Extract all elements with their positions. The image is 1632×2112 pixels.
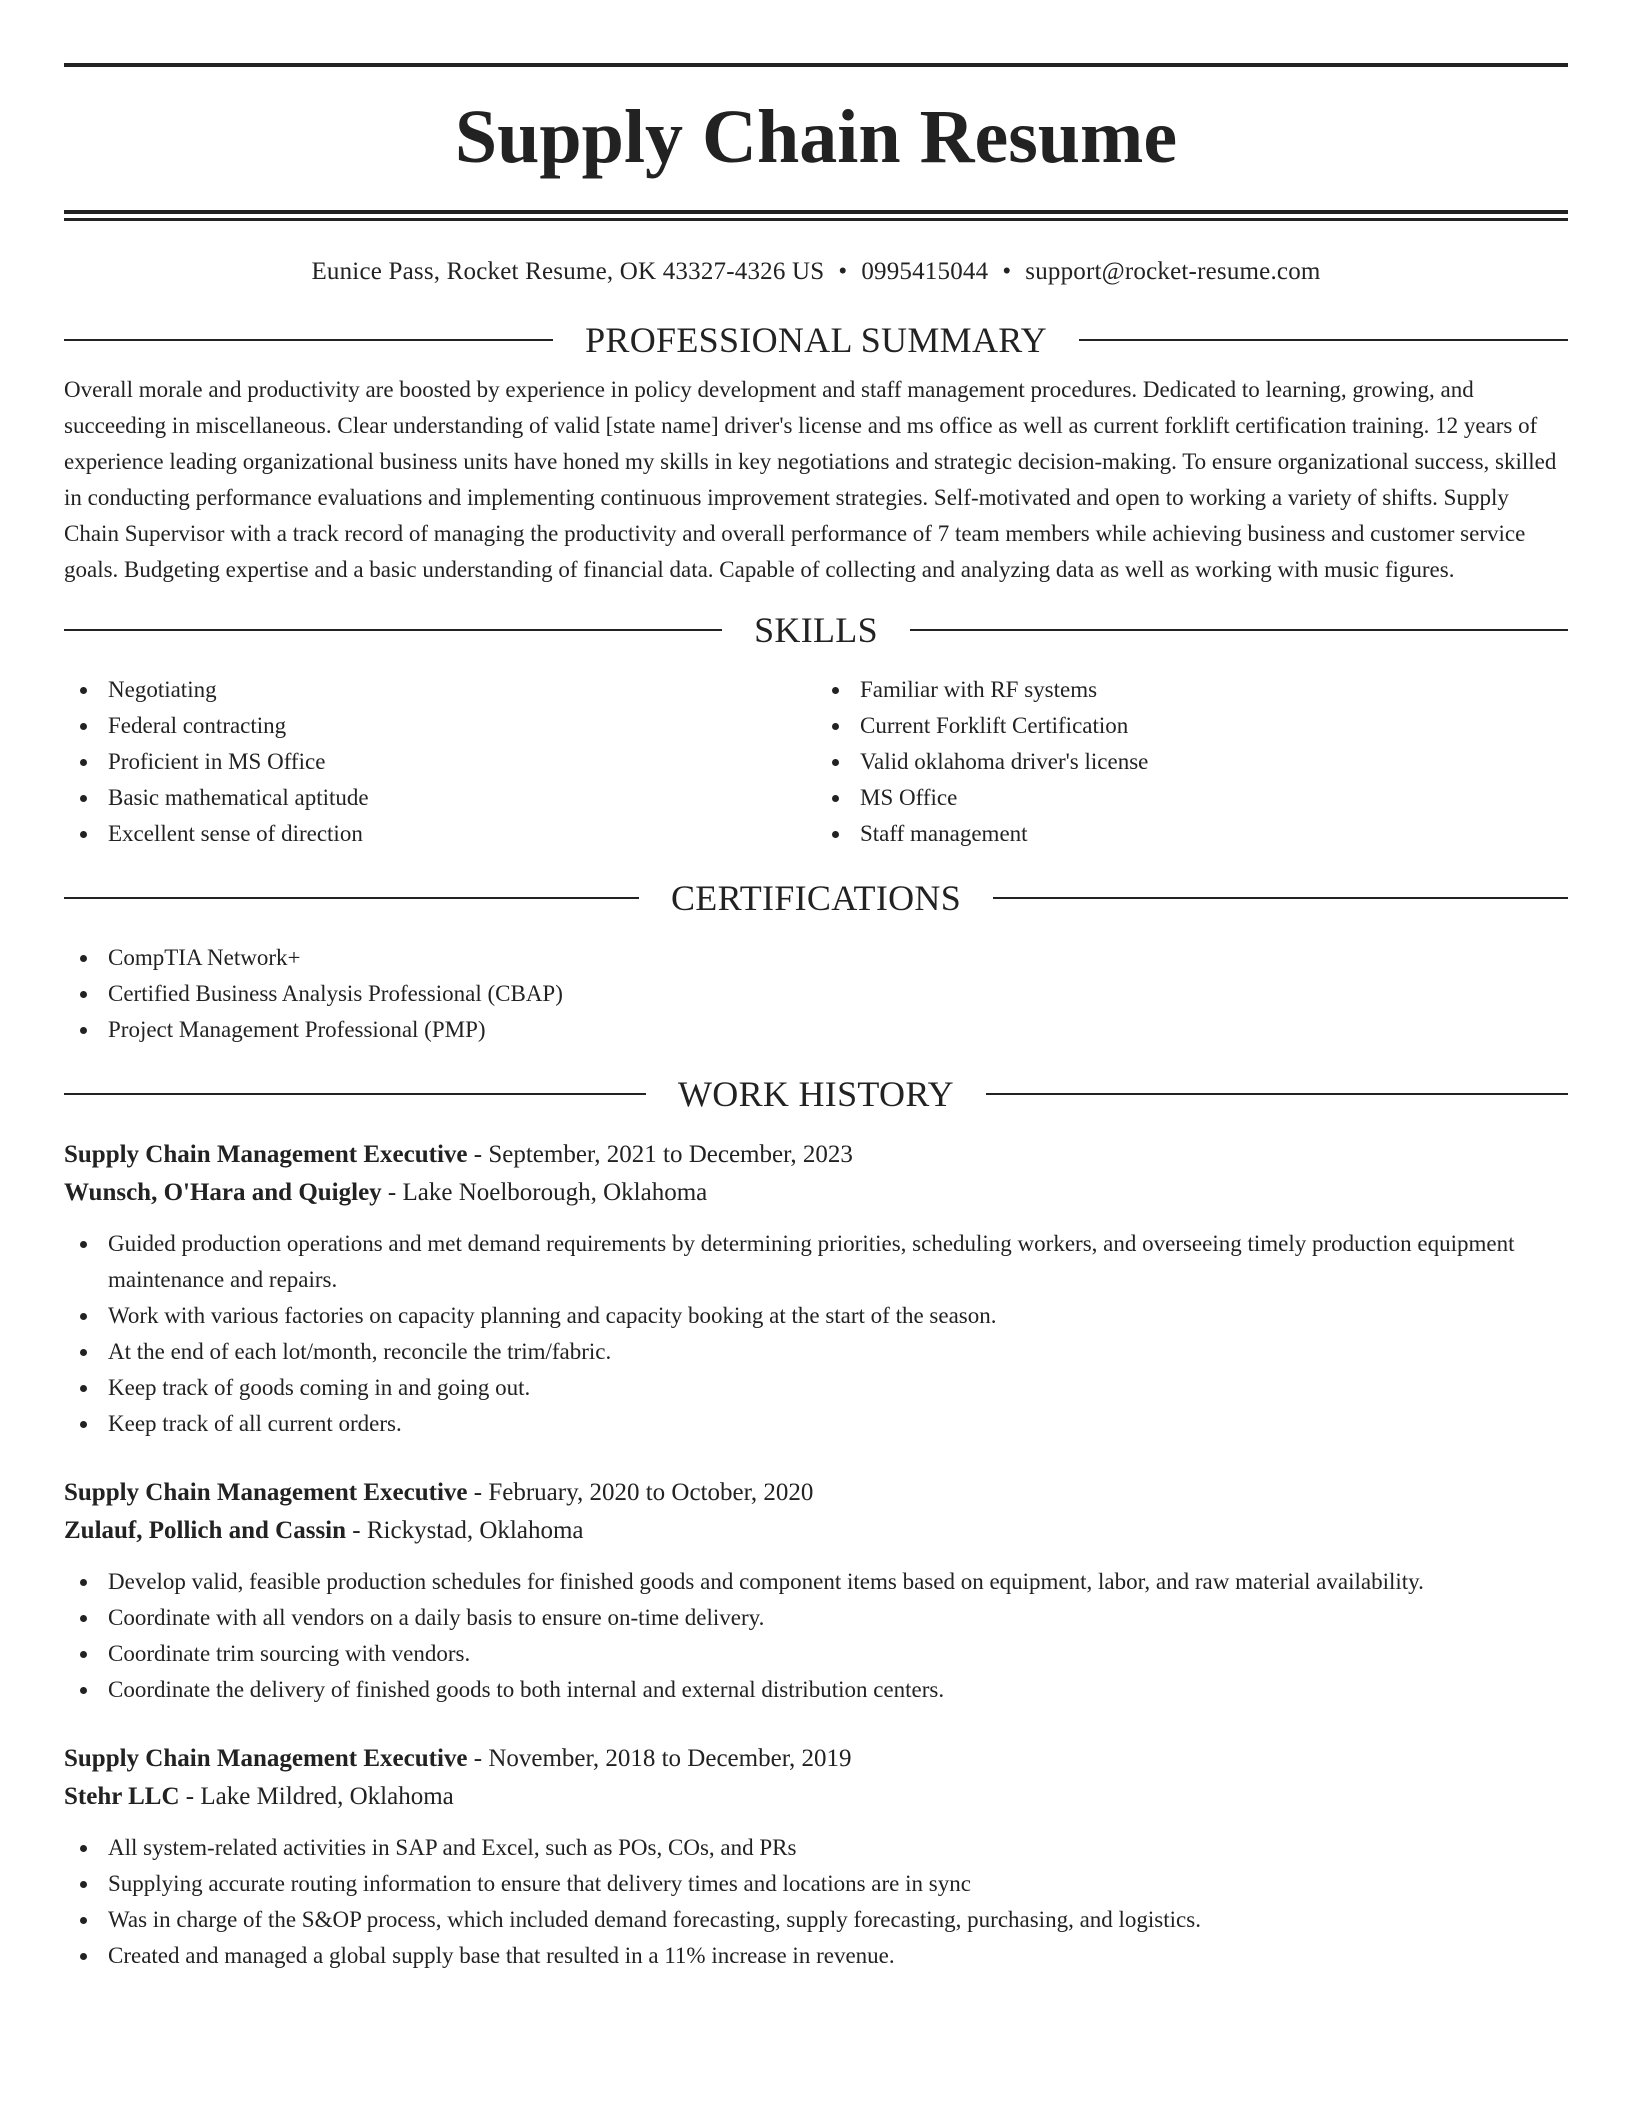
job-bullet: Coordinate with all vendors on a daily basis to ensure on-time delivery. <box>64 1600 1568 1636</box>
job-bullet: At the end of each lot/month, reconcile the trim/fabric. <box>64 1334 1568 1370</box>
skills-section-header <box>64 612 1568 648</box>
skills-list-left <box>64 672 816 852</box>
divider-line <box>64 339 553 341</box>
skill-item: Excellent sense of direction <box>64 816 816 852</box>
job-bullet: Guided production operations and met demand requirements by determining priorities, scheduling workers, and overseeing timely production equipment maintenance and repairs. <box>64 1226 1568 1298</box>
certifications-list <box>64 940 1568 1048</box>
contact-address: Eunice Pass, Rocket Resume, OK 43327-4326 US <box>311 258 825 285</box>
contact-separator: • <box>838 258 848 285</box>
contact-email: support@rocket-resume.com <box>1025 258 1321 285</box>
job-entry <box>64 1474 1568 1708</box>
job-company: Zulauf, Pollich and Cassin <box>64 1517 347 1544</box>
contact-phone: 0995415044 <box>861 258 989 285</box>
job-bullet-list <box>64 1830 1568 1974</box>
job-bullet: Coordinate trim sourcing with vendors. <box>64 1636 1568 1672</box>
divider-line <box>986 1093 1568 1095</box>
job-title: Supply Chain Management Executive <box>64 1745 468 1772</box>
certification-item: Project Management Professional (PMP) <box>64 1012 1568 1048</box>
summary-heading: PROFESSIONAL SUMMARY <box>585 320 1047 360</box>
skills-heading: SKILLS <box>754 610 878 650</box>
job-bullet: Keep track of goods coming in and going out. <box>64 1370 1568 1406</box>
job-title-line <box>64 1136 1568 1174</box>
contact-line <box>64 259 1568 284</box>
job-company: Stehr LLC <box>64 1783 180 1810</box>
certifications-heading: CERTIFICATIONS <box>670 878 962 918</box>
title-double-rule <box>64 210 1568 221</box>
skill-item: Proficient in MS Office <box>64 744 816 780</box>
divider-line <box>910 629 1568 631</box>
work-history-heading: WORK HISTORY <box>678 1074 954 1114</box>
work-history-section-header <box>64 1076 1568 1112</box>
job-entry <box>64 1740 1568 1974</box>
skill-item: Valid oklahoma driver's license <box>816 744 1568 780</box>
certification-item: Certified Business Analysis Professional (CBAP) <box>64 976 1568 1012</box>
job-title: Supply Chain Management Executive <box>64 1141 468 1168</box>
job-title: Supply Chain Management Executive <box>64 1479 468 1506</box>
job-company-line <box>64 1174 1568 1212</box>
divider-line <box>64 1093 646 1095</box>
skill-item: Current Forklift Certification <box>816 708 1568 744</box>
skill-item: Federal contracting <box>64 708 816 744</box>
job-bullet: Keep track of all current orders. <box>64 1406 1568 1442</box>
certification-item: CompTIA Network+ <box>64 940 1568 976</box>
certifications-section-header <box>64 880 1568 916</box>
job-company-line <box>64 1778 1568 1816</box>
divider-line <box>993 897 1568 899</box>
job-bullet: All system-related activities in SAP and Excel, such as POs, COs, and PRs <box>64 1830 1568 1866</box>
job-dates: - November, 2018 to December, 2019 <box>467 1745 852 1772</box>
job-bullet: Work with various factories on capacity planning and capacity booking at the start of the season. <box>64 1298 1568 1334</box>
job-title-line <box>64 1740 1568 1778</box>
job-company: Wunsch, O'Hara and Quigley <box>64 1179 382 1206</box>
job-bullet: Develop valid, feasible production schedules for finished goods and component items based on equipment, labor, and raw material availability. <box>64 1564 1568 1600</box>
skills-list-right <box>816 672 1568 852</box>
skill-item: Basic mathematical aptitude <box>64 780 816 816</box>
job-bullet: Was in charge of the S&OP process, which included demand forecasting, supply forecasting, purchasing, and logistics. <box>64 1902 1568 1938</box>
job-entry <box>64 1136 1568 1442</box>
summary-text: Overall morale and productivity are boosted by experience in policy development and staff management procedures. Dedicated to learning, growing, and succeeding in miscellaneous. Clear understanding of valid [state name] driver's license and ms office as well as current forklift certification training. 12 years of experience leading organizational business units have honed my skills in key negotiations and strategic decision-making. To ensure organizational success, skilled in conducting performance evaluations and implementing continuous improvement strategies. Self-motivated and open to working a variety of shifts. Supply Chain Supervisor with a track record of managing the productivity and overall performance of 7 team members while achieving business and customer service goals. Budgeting expertise and a basic understanding of financial data. Capable of collecting and analyzing data as well as working with music figures. <box>64 377 1557 582</box>
divider-line <box>1079 339 1568 341</box>
skills-columns <box>64 672 1568 852</box>
job-dates: - September, 2021 to December, 2023 <box>467 1141 853 1168</box>
job-bullet: Created and managed a global supply base that resulted in a 11% increase in revenue. <box>64 1938 1568 1974</box>
job-location: - Lake Mildred, Oklahoma <box>179 1783 454 1810</box>
job-location: - Lake Noelborough, Oklahoma <box>381 1179 708 1206</box>
job-bullet: Coordinate the delivery of finished goods to both internal and external distribution centers. <box>64 1672 1568 1708</box>
job-bullet-list <box>64 1564 1568 1708</box>
job-company-line <box>64 1512 1568 1550</box>
skill-item: Negotiating <box>64 672 816 708</box>
skill-item: MS Office <box>816 780 1568 816</box>
job-bullet: Supplying accurate routing information to ensure that delivery times and locations are in sync <box>64 1866 1568 1902</box>
divider-line <box>64 629 722 631</box>
divider-line <box>64 897 639 899</box>
job-title-line <box>64 1474 1568 1512</box>
contact-separator: • <box>1002 258 1012 285</box>
skill-item: Familiar with RF systems <box>816 672 1568 708</box>
job-location: - Rickystad, Oklahoma <box>346 1517 584 1544</box>
job-dates: - February, 2020 to October, 2020 <box>467 1479 814 1506</box>
skill-item: Staff management <box>816 816 1568 852</box>
resume-title: Supply Chain Resume <box>454 95 1178 179</box>
summary-section-header <box>64 322 1568 358</box>
job-bullet-list <box>64 1226 1568 1442</box>
